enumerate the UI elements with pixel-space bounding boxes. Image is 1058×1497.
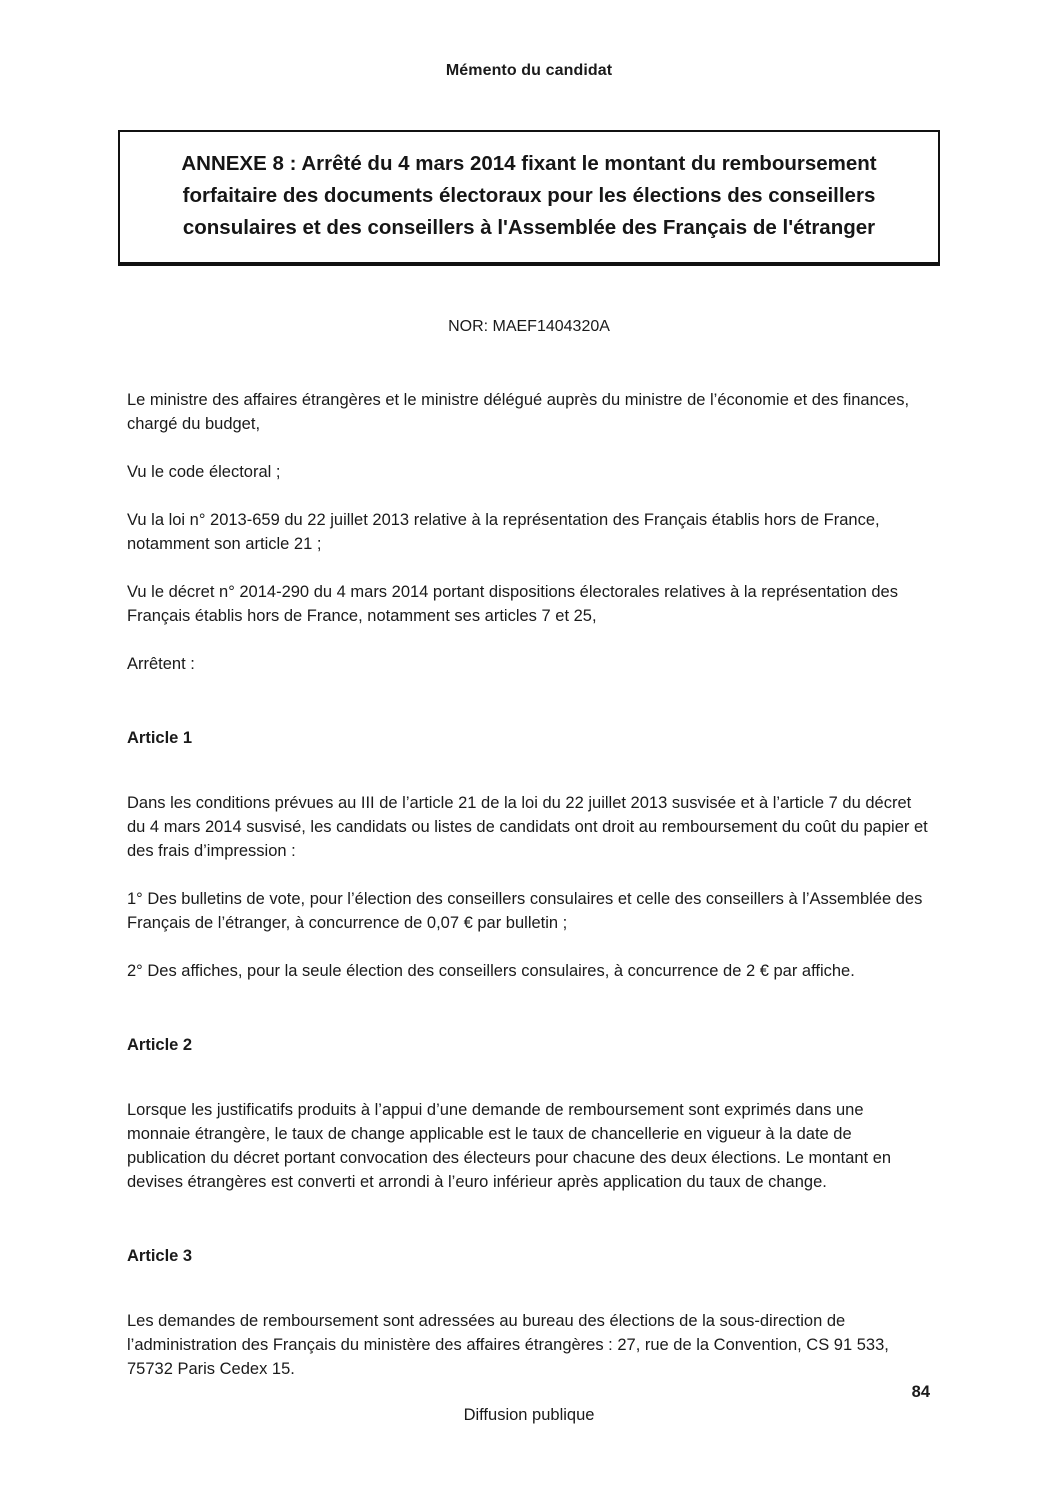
article-1-heading: Article 1 <box>127 729 193 747</box>
paragraph-code-electoral: Vu le code électoral ; <box>127 463 281 481</box>
paragraph-loi-2013-659: Vu la loi n° 2013-659 du 22 juillet 2013 relative à la représentation des Français établis hors de France, notamment son article 21 ; <box>127 511 880 553</box>
paragraph-item-2: 2° Des affiches, pour la seule élection des conseillers consulaires, à concurrence de 2 € par affiche. <box>127 962 855 980</box>
annexe-title: ANNEXE 8 : Arrêté du 4 mars 2014 fixant le montant du remboursement forfaitaire des documents électoraux pour les élections des conseillers consulaires et des conseillers à l'Assemblée des Français de l'étranger <box>181 152 877 239</box>
page-number: 84 <box>911 1383 930 1401</box>
document-body <box>127 388 931 1381</box>
article-2-heading: Article 2 <box>127 1036 193 1054</box>
article-3-heading: Article 3 <box>127 1247 193 1265</box>
paragraph-ministre: Le ministre des affaires étrangères et le ministre délégué auprès du ministre de l’économie et des finances, chargé du budget, <box>127 391 910 433</box>
nor-reference: NOR: MAEF1404320A <box>448 318 610 335</box>
annexe-title-box <box>118 130 940 266</box>
footer-diffusion: Diffusion publique <box>463 1406 595 1424</box>
paragraph-decret-2014-290: Vu le décret n° 2014-290 du 4 mars 2014 portant dispositions électorales relatives à la représentation des Français établis hors de France, notamment ses articles 7 et 25, <box>127 583 898 625</box>
paragraph-arretent: Arrêtent : <box>127 655 195 673</box>
document-header: Mémento du candidat <box>445 62 613 79</box>
paragraph-article-2-body: Lorsque les justificatifs produits à l’appui d’une demande de remboursement sont exprimés dans une monnaie étrangère, le taux de change applicable est le taux de chancellerie en vigueur à la date de publication du décret portant convocation des électeurs pour chacune des deux élections. Le montant en devises étrangères est converti et arrondi à l’euro inférieur après application du taux de change. <box>127 1101 892 1191</box>
paragraph-article-3-body: Les demandes de remboursement sont adressées au bureau des élections de la sous-direction de l’administration des Français du ministère des affaires étrangères : 27, rue de la Convention, CS 91 533, 75732 Paris Cedex 15. <box>127 1312 889 1378</box>
paragraph-item-1: 1° Des bulletins de vote, pour l’élection des conseillers consulaires et celle des conseillers à l’Assemblée des Français de l’étranger, à concurrence de 0,07 € par bulletin ; <box>127 890 923 932</box>
paragraph-article-1-body: Dans les conditions prévues au III de l’article 21 de la loi du 22 juillet 2013 susvisée et à l’article 7 du décret du 4 mars 2014 susvisé, les candidats ou listes de candidats ont droit au remboursement du coût du papier et des frais d’impression : <box>127 794 928 860</box>
